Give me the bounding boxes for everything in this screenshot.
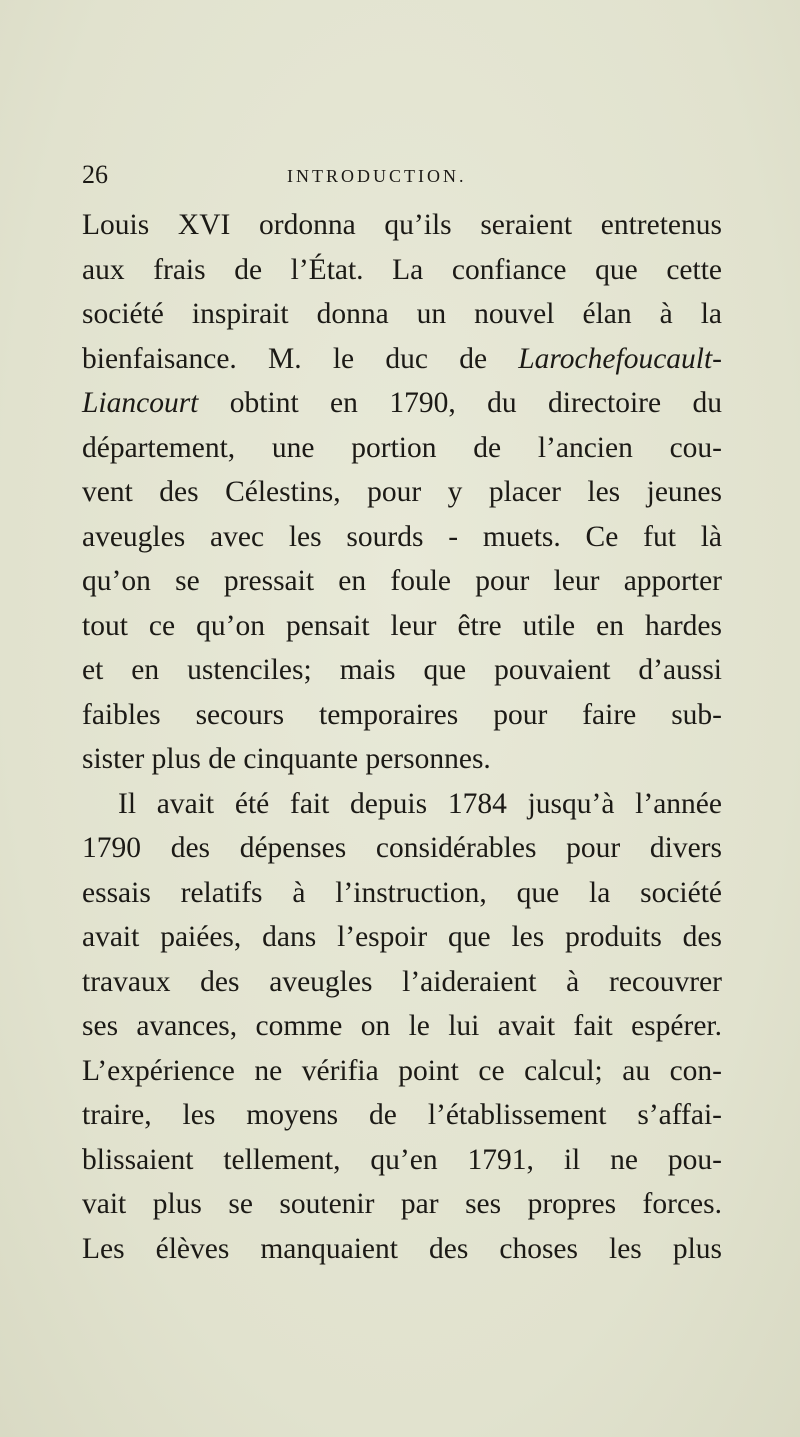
text-line: sister plus de cinquante personnes. [82, 743, 491, 775]
running-title: INTRODUCTION. [287, 166, 467, 186]
text-line: et en ustenciles; mais que pouvaient d’aussi [82, 654, 722, 686]
text-line: société inspirait donna un nouvel élan à la [82, 298, 722, 330]
page-number: 26 [82, 160, 108, 189]
text-line [82, 381, 722, 426]
text-line: L’expérience ne vérifia point ce calcul; au con- [82, 1054, 722, 1087]
text-line: Les élèves manquaient des choses les plus [82, 1232, 722, 1265]
text-span: obtint en 1790, du directoire du [198, 387, 722, 419]
text-line: travaux des aveugles l’aideraient à recouvrer [82, 965, 722, 998]
text-line: vent des Célestins, pour y placer les jeunes [82, 476, 722, 508]
italic-name: Larochefoucault- [518, 342, 722, 375]
text-line: département, une portion de l’ancien cou- [82, 431, 722, 464]
text-line: essais relatifs à l’instruction, que la société [82, 876, 722, 909]
text-line: qu’on se pressait en foule pour leur apporter [82, 565, 722, 597]
text-line: 1790 des dépenses considérables pour divers [82, 832, 722, 864]
page-header [82, 160, 722, 200]
text-line [82, 337, 722, 382]
body-text [82, 203, 722, 1271]
text-line: blissaient tellement, qu’en 1791, il ne pou- [82, 1143, 722, 1176]
italic-name: Liancourt [82, 387, 199, 419]
text-line: aux frais de l’État. La confiance que cette [82, 253, 722, 286]
text-line: vait plus se soutenir par ses propres forces. [82, 1188, 722, 1220]
text-line: aveugles avec les sourds - muets. Ce fut là [82, 520, 722, 553]
text-line: tout ce qu’on pensait leur être utile en hardes [82, 609, 722, 642]
text-span: bienfaisance. M. le duc de [82, 342, 519, 375]
text-line: ses avances, comme on le lui avait fait espérer. [82, 1010, 722, 1042]
text-line: traire, les moyens de l’établissement s’affai- [82, 1099, 722, 1131]
text-line: Louis XVI ordonna qu’ils seraient entretenus [82, 209, 722, 241]
text-line: Il avait été fait depuis 1784 jusqu’à l’année [118, 787, 722, 820]
text-line: avait paiées, dans l’espoir que les produits des [82, 921, 722, 953]
text-line: faibles secours temporaires pour faire sub- [82, 698, 722, 731]
